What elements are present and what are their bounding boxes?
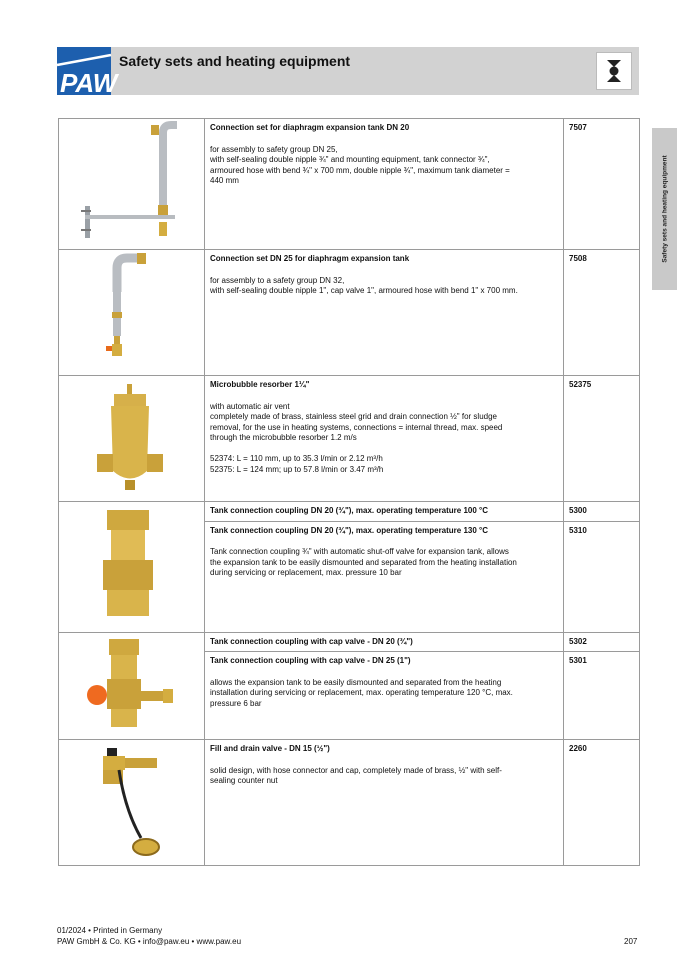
product-text-line: 440 mm: [210, 176, 239, 185]
product-text-line: completely made of brass, stainless steel grid and drain connection ½" for sludge: [210, 412, 497, 421]
product-text-line: for assembly to safety group DN 25,: [210, 144, 338, 154]
product-text-line: sealing counter nut: [210, 776, 278, 785]
product-code: 5302: [564, 632, 640, 652]
product-variant: 52375: L = 124 mm; up to 57.8 l/min or 3.47 m³/h: [210, 464, 384, 474]
hourglass-symbol-icon: [596, 52, 632, 90]
product-text-line: solid design, with hose connector and cap, completely made of brass, ½" with self-: [210, 765, 502, 775]
product-text-line: allows the expansion tank to be easily dismounted and separated from the heating: [210, 677, 502, 687]
product-text-line: for assembly to a safety group DN 32,: [210, 275, 345, 285]
product-image: [59, 632, 205, 740]
product-description: [205, 652, 564, 740]
side-tab: [652, 128, 677, 290]
product-text-line: with automatic air vent: [210, 401, 290, 411]
product-code: 7508: [564, 250, 640, 376]
product-image: [59, 740, 205, 866]
product-variant: 52374: L = 110 mm, up to 35.3 l/min or 2.12 m³/h: [210, 454, 383, 463]
product-text-line: with self-sealing double nipple ¾" and mounting equipment, tank connector ¾",: [210, 155, 490, 164]
fill-drain-valve-image: [59, 740, 204, 866]
product-description: [205, 521, 564, 632]
footer-print-info: 01/2024 • Printed in Germany: [57, 926, 163, 935]
product-title: Fill and drain valve - DN 15 (½"): [210, 744, 330, 753]
product-code: 2260: [564, 740, 640, 866]
product-code: 7507: [564, 119, 640, 250]
product-text-line: pressure 6 bar: [210, 698, 262, 708]
product-subtitle: Tank connection coupling with cap valve - DN 25 (1"): [210, 656, 411, 665]
connection-set-dn25-image: [59, 250, 204, 376]
product-text-line: removal, for the use in heating systems, connections = internal thread, max. speed: [210, 422, 503, 432]
product-image: [59, 502, 205, 633]
product-subcode: 5310: [564, 521, 640, 632]
product-subtitle: Tank connection coupling DN 20 (¾"), max. operating temperature 130 °C: [210, 525, 489, 535]
product-text-line: Tank connection coupling ¾" with automatic shut-off valve for expansion tank, allows: [210, 547, 509, 556]
paw-logo: [57, 47, 118, 98]
product-text-line: the expansion tank to be easily dismounted and separated from the heating installation: [210, 557, 517, 567]
product-description: [205, 740, 564, 866]
page-title: Safety sets and heating equipment: [119, 53, 351, 69]
product-text-line: armoured hose with bend ¾" x 700 mm, double nipple ¾", maximum tank diameter =: [210, 165, 510, 175]
tank-connection-coupling-image: [59, 502, 204, 628]
microbubble-resorber-image: [59, 376, 204, 502]
product-table: [58, 118, 640, 866]
product-description: [205, 119, 564, 250]
product-text-line: during servicing or replacement, max. pressure 10 bar: [210, 568, 402, 577]
side-tab-label: Safety sets and heating equipment: [661, 155, 668, 263]
product-text-line: with self-sealing double nipple 1", cap valve 1", armoured hose with bend 1" x 700 mm.: [210, 286, 518, 295]
footer: [57, 926, 241, 947]
product-image: [59, 376, 205, 502]
product-image: [59, 119, 205, 250]
product-title: Microbubble resorber 1¼": [210, 380, 310, 389]
page-header: [57, 47, 639, 95]
logo-text: PAW: [60, 68, 118, 98]
product-title: Tank connection coupling DN 20 (¾"), max. operating temperature 100 °C: [210, 506, 489, 515]
product-code: 5300: [564, 502, 640, 522]
product-title: Connection set for diaphragm expansion tank DN 20: [210, 123, 410, 132]
table-row: [59, 376, 640, 502]
product-title: Connection set DN 25 for diaphragm expansion tank: [210, 254, 410, 263]
connection-set-image: [59, 119, 204, 250]
product-image: [59, 250, 205, 376]
table-row: [59, 632, 640, 652]
product-code: 52375: [564, 376, 640, 502]
footer-company: PAW GmbH & Co. KG • info@paw.eu • www.paw.eu: [57, 936, 242, 946]
product-subcode: 5301: [564, 652, 640, 740]
table-row: [59, 740, 640, 866]
product-description: [205, 376, 564, 502]
table-row: [59, 502, 640, 522]
table-row: [59, 250, 640, 376]
page-number: 207: [624, 937, 638, 946]
cap-valve-coupling-image: [59, 633, 204, 736]
product-title: Tank connection coupling with cap valve - DN 20 (¾"): [210, 636, 413, 646]
product-text-line: installation during servicing or replacement, max. operating temperature 120 °C, max.: [210, 688, 513, 697]
table-row: [59, 119, 640, 250]
product-title-cell: [205, 632, 564, 652]
product-title-cell: [205, 502, 564, 522]
product-description: [205, 250, 564, 376]
product-text-line: through the microbubble resorber 1.2 m/s: [210, 433, 357, 442]
